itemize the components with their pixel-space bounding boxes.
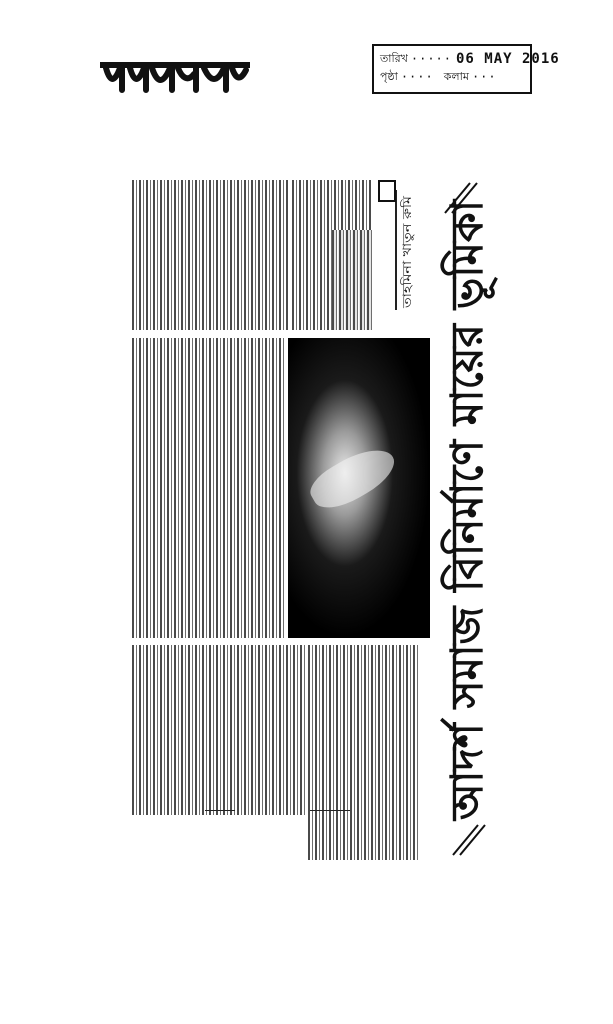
archive-date-stamp xyxy=(372,44,560,94)
masthead-logo-image xyxy=(100,58,250,98)
stamp-column-dots: ··· xyxy=(471,70,497,84)
newspaper-masthead-logo xyxy=(100,58,250,98)
text-column-2-bottom xyxy=(216,645,306,815)
stamp-date-row xyxy=(380,50,560,68)
stamp-column-label: কলাম xyxy=(443,70,469,83)
headline-rotated-text xyxy=(430,190,500,830)
stamp-page-dots: ···· xyxy=(400,70,434,84)
text-column-1-middle xyxy=(132,338,200,638)
text-column-3b-top xyxy=(332,230,372,330)
column-rule-2 xyxy=(310,810,350,811)
decorative-slash-top xyxy=(440,178,480,218)
text-column-3-bottom xyxy=(308,645,418,860)
article-headline xyxy=(430,190,500,830)
decorative-slash-bottom xyxy=(448,820,488,860)
stamp-dots: ····· xyxy=(410,52,452,66)
text-column-1-top xyxy=(132,180,214,330)
column-rule-1 xyxy=(205,810,235,811)
article-photo xyxy=(288,338,430,638)
headline-text: আদর্শ সমাজ বিনির্মাণে মায়ের ভূমিকা xyxy=(442,190,493,820)
text-column-2-top xyxy=(216,180,290,330)
masthead-logo-text xyxy=(250,58,251,59)
stamp-page-label: পৃষ্ঠা xyxy=(380,70,398,83)
drop-cap xyxy=(378,180,396,202)
text-column-1-bottom xyxy=(132,645,214,815)
article-byline xyxy=(395,190,415,310)
byline-rotated-text xyxy=(397,190,415,310)
text-column-2-middle xyxy=(202,338,284,638)
byline-text: তাহমিনা খাতুন রুমি xyxy=(400,214,414,308)
stamp-page-row xyxy=(380,68,524,86)
stamp-date-label: তারিখ xyxy=(380,52,408,65)
stamp-date-value: 06 MAY 2016 xyxy=(456,51,560,67)
